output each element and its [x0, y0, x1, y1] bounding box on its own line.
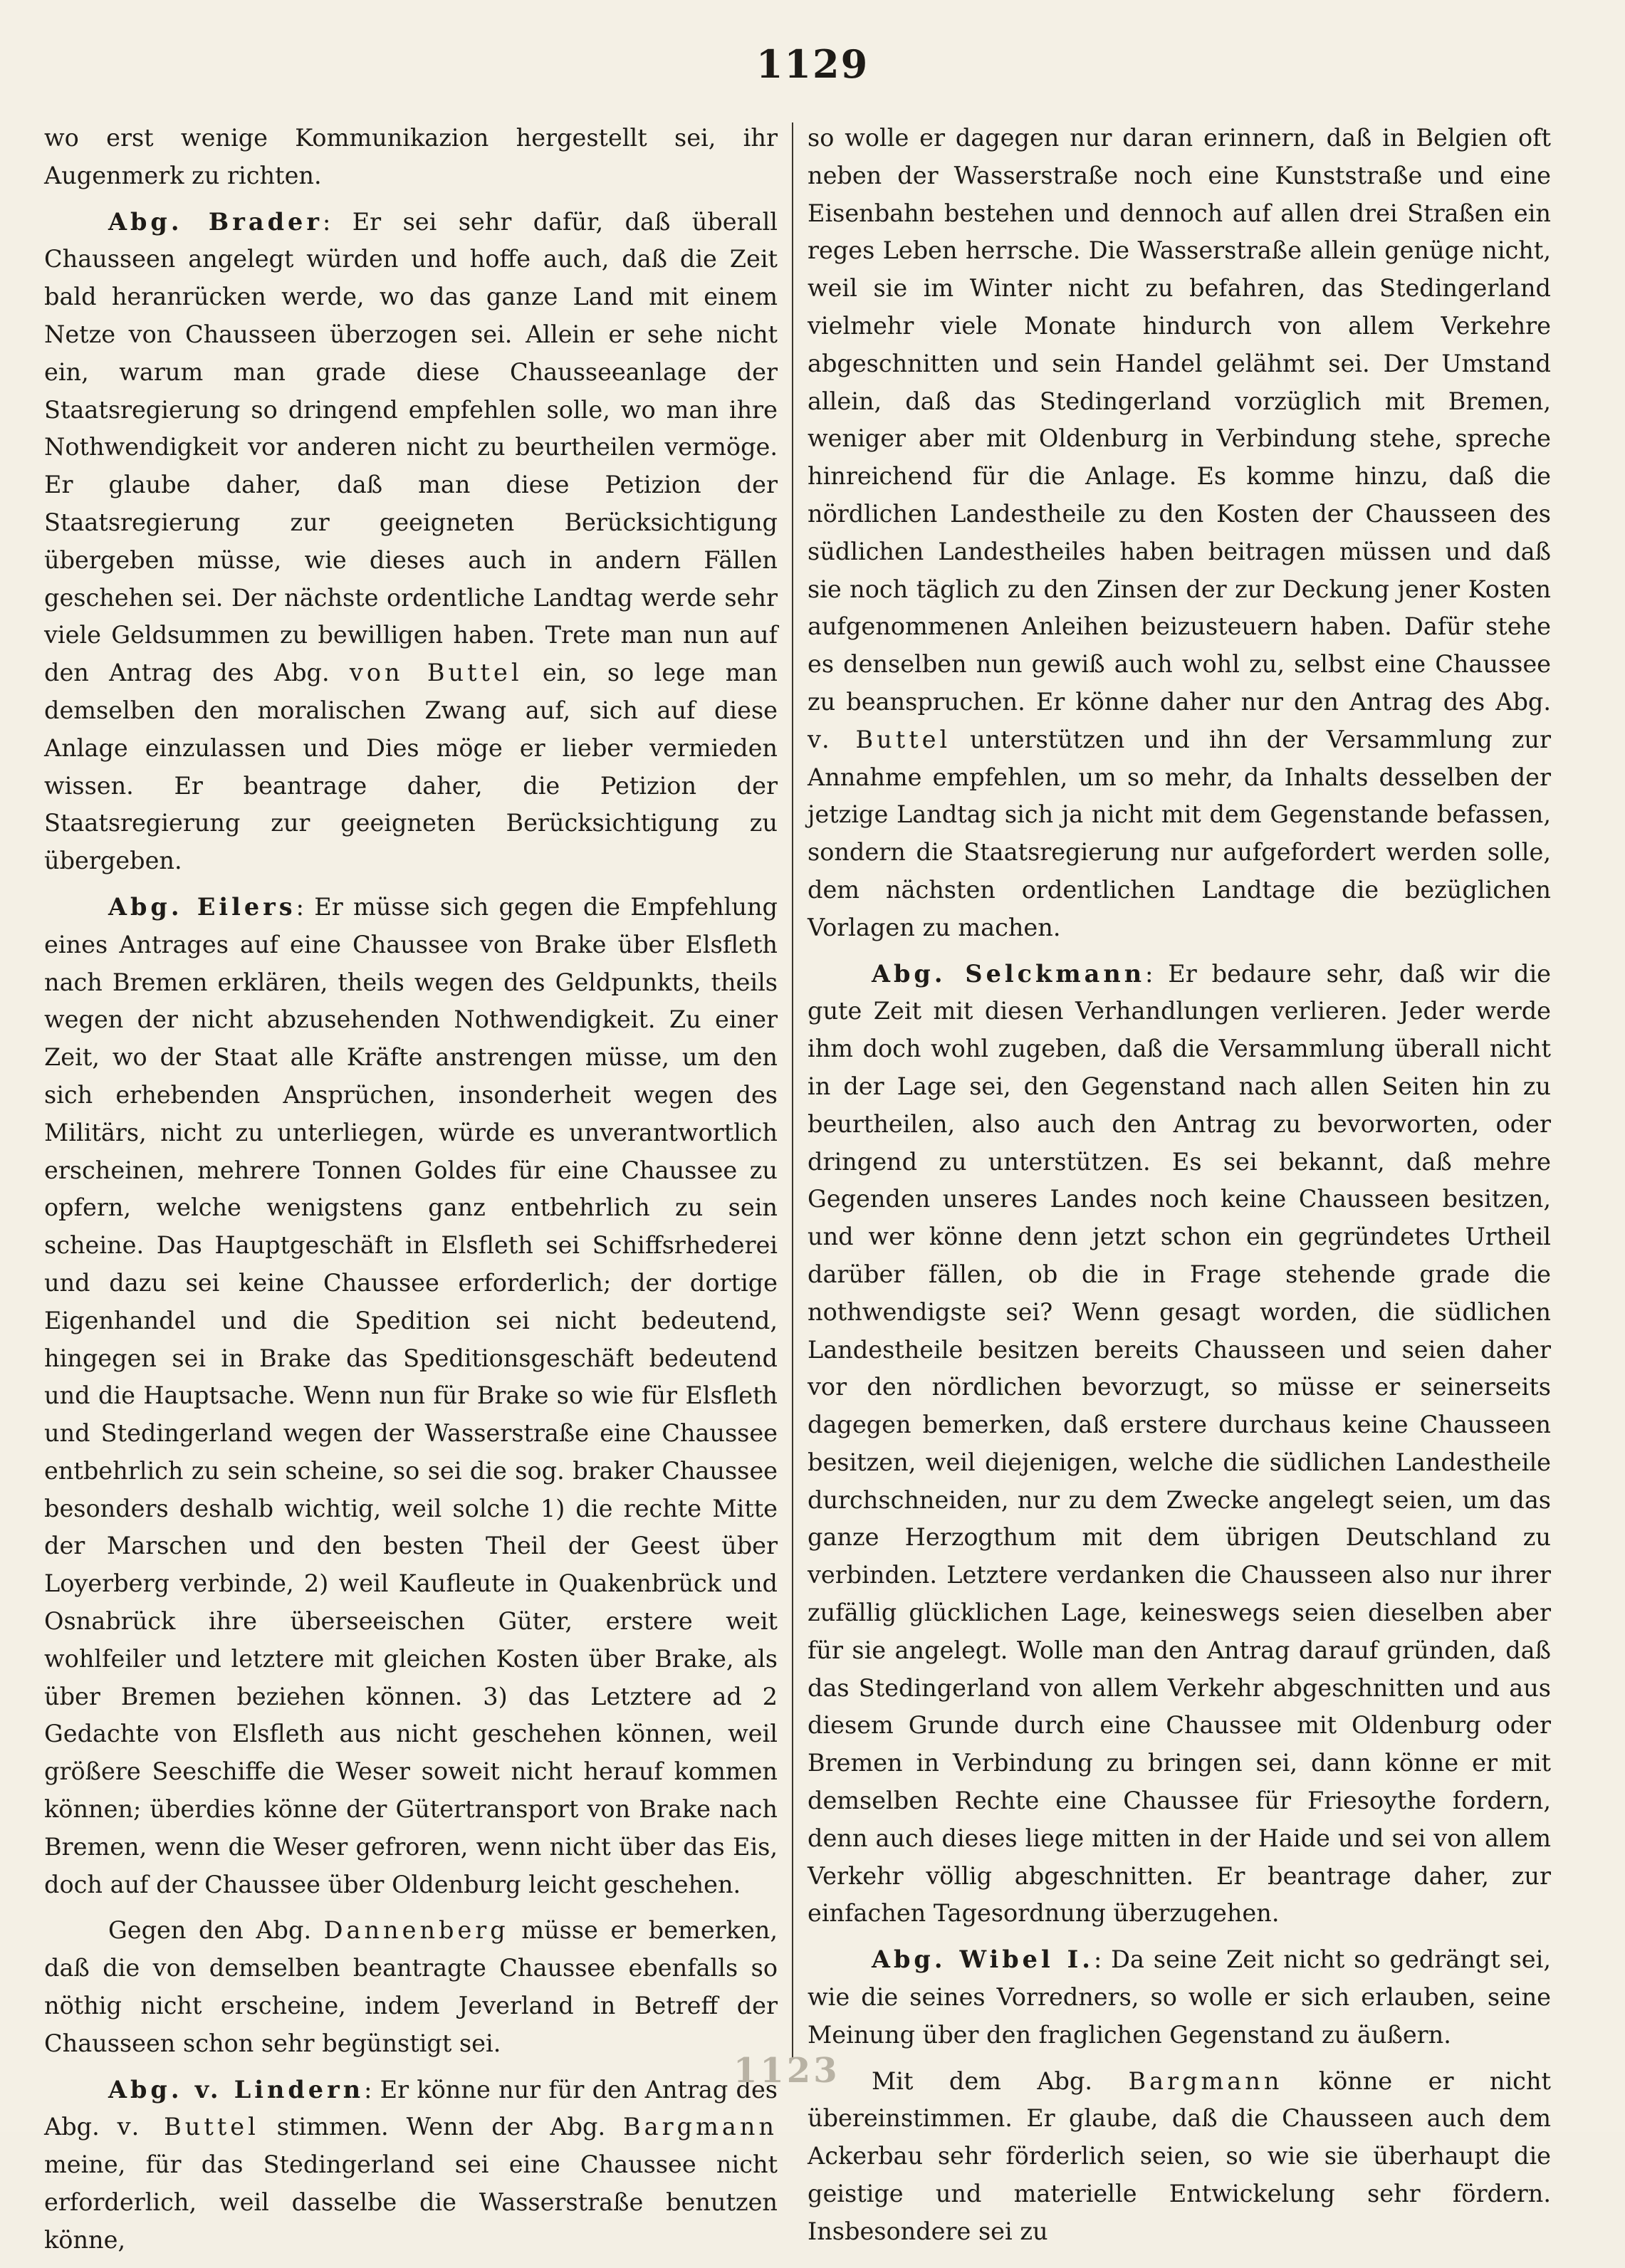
- paragraph: [808, 120, 1551, 947]
- paragraph-text: könne er nicht übereinstimmen. Er glaube, daß die Chausseen auch dem Ackerbau sehr förderlich seien, so wie sie überhaupt die geistige und materielle Entwickelung sehr fördern. Insbesondere sei zu: [808, 2066, 1551, 2245]
- paragraph-text: so wolle er dagegen nur daran erinnern, daß in Belgien oft neben der Wasserstraße noch eine Kunststraße und eine Eisenbahn bestehen und dennoch auf allen drei Straßen ein reges Leben herrsche. Die Wasserstraße allein genüge nicht, weil sie im Winter nicht zu befahren, das Stedingerland vielmehr viele Monate hindurch von allem Verkehre abgeschnitten und sein Handel gelähmt sei. Der Umstand allein, daß das Stedingerland vorzüglich mit Bremen, weniger aber mit Oldenburg in Verbindung stehe, spreche hinreichend für die Anlage. Es komme hinzu, daß die nördlichen Landestheile zu den Kosten der Chausseen des südlichen Landestheiles haben beitragen müssen und daß sie noch täglich zu den Zinsen der zur Deckung jener Kosten aufgenommenen Anleihen beizusteuern haben. Dafür stehe es denselben nun gewiß auch wohl zu, selbst eine Chaussee zu beanspruchen. Er könne daher nur den Antrag des Abg.: [808, 124, 1551, 716]
- paragraph-text: : Er bedaure sehr, daß wir die gute Zeit mit diesen Verhandlungen verlieren. Jeder werde ihm doch wohl zugeben, daß die Versammlung überall nicht in der Lage sei, den Gegenstand nach allen Seiten hin zu beurtheilen, also auch den Antrag zu bevorworten, oder dringend zu unterstützen. Es sei bekannt, daß mehre Gegenden unseres Landes noch keine Chausseen besitzen, und wer könne denn jetzt schon ein gegründetes Urtheil darüber fällen, ob die in Frage stehende grade die nothwendigste sei? Wenn gesagt worden, die südlichen Landestheile besitzen bereits Chausseen und seien daher vor den nördlichen bevorzugt, so müsse er seinerseits dagegen bemerken, daß erstere durchaus keine Chausseen besitzen, weil diejenigen, welche die südlichen Landestheile durchschneiden, nur zu dem Zwecke angelegt seien, um das ganze Herzogthum mit dem übrigen Deutschland zu verbinden. Letztere verdanken die Chausseen also nur ihrer zufällig glücklichen Lage, keineswegs seien dieselben aber für sie angelegt. Wolle man den Antrag darauf gründen, daß das Stedingerland von allem Verkehr abgeschnitten und aus diesem Grunde durch eine Chaussee mit Oldenburg oder Bremen in Verbindung zu bringen sei, dann könne er mit demselben Rechte eine Chaussee für Friesoythe fordern, denn auch dieses liege mitten in der Haide und sei von allem Verkehr völlig abgeschnitten. Er beantrage daher, zur einfachen Tagesordnung überzugehen.: [808, 959, 1551, 1928]
- referenced-name: Dannenberg: [323, 1916, 509, 1945]
- paragraph-text: Gegen den Abg.: [108, 1916, 324, 1945]
- page-number: 1129: [756, 41, 869, 87]
- speech-wibel: [808, 1941, 1551, 2054]
- paragraph-text: wo erst wenige Kommunikazion hergestellt sei, ihr Augenmerk zu richten.: [44, 124, 778, 189]
- speaker-name: Abg. Eilers: [108, 892, 296, 921]
- referenced-name: Bargmann: [1128, 2066, 1283, 2095]
- paragraph-text: Mit dem Abg.: [872, 2066, 1129, 2095]
- speech-lindern: [44, 2071, 778, 2259]
- speech-eilers: [44, 889, 778, 1904]
- speaker-name: Abg. Wibel I.: [872, 1945, 1094, 1974]
- paragraph-text: stimmen. Wenn der Abg.: [258, 2113, 624, 2141]
- right-column: [808, 120, 1551, 2259]
- paragraph-text: müsse er bemerken, daß die von demselben beantragte Chaussee ebenfalls so nöthig nicht erscheine, indem Jeverland in Betreff der Chausseen schon sehr begünstigt sei.: [44, 1916, 778, 2057]
- bleed-through-page-number: 1123: [733, 2051, 840, 2091]
- column-divider: [792, 122, 793, 2059]
- paragraph: [44, 120, 778, 195]
- paragraph-text: meine, für das Stedingerland sei eine Chaussee nicht erforderlich, weil dasselbe die Wasserstraße benutzen könne,: [44, 2151, 778, 2254]
- paragraph-text: ein, so lege man demselben den moralischen Zwang auf, sich auf diese Anlage einzulassen und Dies möge er lieber vermieden wissen. Er beantrage daher, die Petizion der Staatsregierung zur geeigneten Berücksichtigung zu übergeben.: [44, 659, 778, 875]
- paragraph-text: : Er könne nur für den Antrag des Abg.: [44, 2075, 778, 2141]
- speaker-name: Abg. v. Lindern: [108, 2075, 365, 2104]
- speaker-name: Abg. Brader: [108, 207, 323, 236]
- speech-selckmann: [808, 956, 1551, 1933]
- referenced-name: von Buttel: [349, 659, 523, 687]
- speaker-name: Abg. Selckmann: [872, 959, 1146, 988]
- referenced-name: v. Buttel: [808, 725, 951, 753]
- paragraph-text: : Da seine Zeit nicht so gedrängt sei, wie die seines Vorredners, so wolle er sich erlauben, seine Meinung über den fraglichen Gegenstand zu äußern.: [808, 1945, 1551, 2049]
- paragraph-text: unterstützen und ihn der Versammlung zur Annahme empfehlen, um so mehr, da Inhalts desselben der jetzige Landtag sich ja nicht mit dem Gegenstande befassen, sondern die Staatsregierung nur aufgefordert werden solle, dem nächsten ordentlichen Landtage die bezüglichen Vorlagen zu machen.: [808, 725, 1551, 941]
- paragraph-text: : Er müsse sich gegen die Empfehlung eines Antrages auf eine Chaussee von Brake über Elsfleth nach Bremen erklären, theils wegen des Geldpunkts, theils wegen der nicht abzusehenden Nothwendigkeit. Zu einer Zeit, wo der Staat alle Kräfte anstrengen müsse, um den sich erhebenden Ansprüchen, insonderheit wegen des Militärs, nicht zu unterliegen, würde es unverantwortlich erscheinen, mehrere Tonnen Goldes für eine Chaussee zu opfern, welche wenigstens ganz entbehrlich zu sein scheine. Das Hauptgeschäft in Elsfleth sei Schiffsrhederei und dazu sei keine Chaussee erforderlich; der dortige Eigenhandel und die Spedition sei nicht bedeutend, hingegen sei in Brake das Speditionsgeschäft bedeutend und die Hauptsache. Wenn nun für Brake so wie für Elsfleth und Stedingerland wegen der Wasserstraße eine Chaussee entbehrlich zu sein scheine, so sei die sog. braker Chaussee besonders deshalb wichtig, weil solche 1) die rechte Mitte der Marschen und den besten Theil der Geest über Loyerberg verbinde, 2) weil Kaufleute in Quakenbrück und Osnabrück ihre überseeischen Güter, erstere weit wohlfeiler und letztere mit gleichen Kosten über Brake, als über Bremen beziehen können. 3) das Letztere ad 2 Gedachte von Elsfleth aus nicht geschehen können, weil größere Seeschiffe die Weser soweit nicht herauf kommen können; überdies könne der Gütertransport von Brake nach Bremen, wenn die Weser gefroren, wenn nicht über das Eis, doch auf der Chaussee über Oldenburg leicht geschehen.: [44, 892, 778, 1898]
- referenced-name: v. Buttel: [117, 2113, 259, 2141]
- paragraph: [808, 2063, 1551, 2251]
- left-column: [44, 120, 778, 2268]
- referenced-name: Bargmann: [623, 2113, 778, 2141]
- paragraph-text: : Er sei sehr dafür, daß überall Chausseen angelegt würden und hoffe auch, daß die Zeit bald heranrücken werde, wo das ganze Land mit einem Netze von Chausseen überzogen sei. Allein er sehe nicht ein, warum man grade diese Chausseeanlage der Staatsregierung so dringend empfehlen solle, wo man ihre Nothwendigkeit vor anderen nicht zu beurtheilen vermöge. Er glaube daher, daß man diese Petizion der Staatsregierung zur geeigneten Berücksichtigung übergeben müsse, wie dieses auch in andern Fällen geschehen sei. Der nächste ordentliche Landtag werde sehr viele Geldsummen zu bewilligen haben. Trete man nun auf den Antrag des Abg.: [44, 207, 778, 687]
- speech-brader: [44, 204, 778, 880]
- paragraph: [44, 1912, 778, 2062]
